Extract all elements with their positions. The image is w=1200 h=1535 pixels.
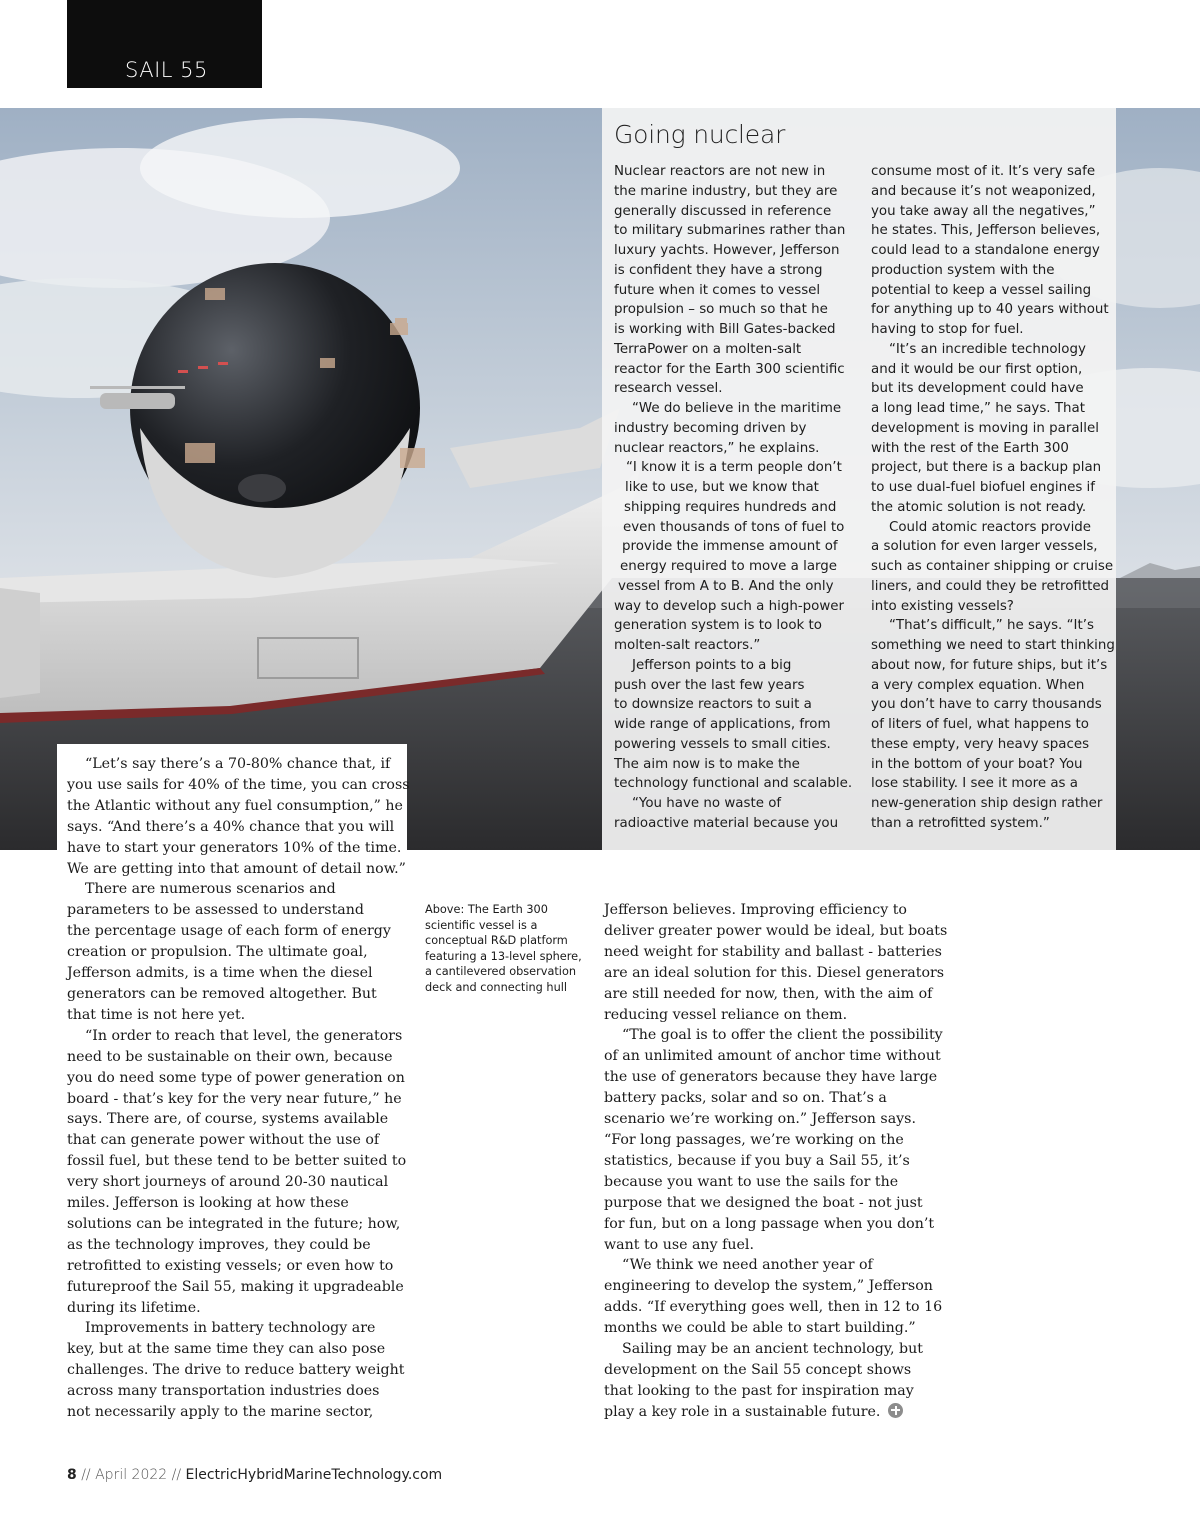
sidebar-column-1 [614,162,854,834]
text-line: a solution for even larger vessels, [871,539,1098,555]
text-line: consume most of it. It’s very safe [871,164,1096,179]
text-line: key, but at the same time they can also pose [67,1341,386,1358]
text-line: reducing vessel reliance on them. [604,1006,848,1023]
text-line: you take away all the negatives,” [871,203,1096,219]
text-line: to military submarines rather than [614,223,846,239]
caption-line: Above: The Earth 300 [425,903,548,916]
sidebar-column-2 [871,162,1115,834]
text-line: development on the Sail 55 concept shows [604,1361,912,1378]
text-line: statistics, because if you buy a Sail 55, it’s [604,1152,910,1169]
text-line: “The goal is to offer the client the possibility [622,1027,943,1044]
caption-line: featuring a 13-level sphere, [425,949,582,963]
text-line: powering vessels to small cities. [614,736,831,752]
text-line: solutions can be integrated in the future; how, [67,1215,401,1232]
text-line: a long lead time,” he says. That [871,401,1085,416]
caption-line: deck and connecting hull [425,980,567,994]
text-line: purpose that we designed the boat - not just [604,1194,923,1211]
text-line: molten-salt reactors.” [614,638,761,653]
text-line: not necessarily apply to the marine sector, [67,1404,374,1421]
sidebar-title: Going nuclear [614,120,786,149]
text-line: technology functional and scalable. [614,776,853,792]
text-line: liners, and could they be retrofitted [871,578,1110,594]
text-line: scenario we’re working on.” Jefferson says. [604,1111,916,1128]
text-line: propulsion – so much so that he [614,302,828,318]
text-line: TerraPower on a molten-salt [614,341,802,357]
text-line: could lead to a standalone energy [871,243,1100,258]
text-line: during its lifetime. [67,1299,201,1316]
text-line: Sailing may be an ancient technology, but [622,1341,923,1358]
text-line: The aim now is to make the [614,756,800,772]
page-number: 8 [67,1467,77,1483]
text-line: “Let’s say there’s a 70-80% chance that, if [85,756,391,772]
text-line: but its development could have [871,381,1084,397]
text-line: radioactive material because you [614,815,839,831]
text-line: the Atlantic without any fuel consumption,” he [67,797,403,814]
text-line: Jefferson believes. Improving efficiency to [604,902,907,918]
text-line: something we need to start thinking [871,638,1115,653]
text-line: research vessel. [614,381,723,397]
text-line: futureproof the Sail 55, making it upgradeable [67,1278,404,1295]
text-line: of liters of fuel, what happens to [871,717,1089,732]
text-line: adds. “If everything goes well, then in 12 to 16 [604,1299,943,1316]
text-line: future when it comes to vessel [614,282,821,298]
text-line: Improvements in battery technology are [85,1320,376,1337]
text-line: that can generate power without the use of [67,1132,380,1149]
text-line: play a key role in a sustainable future. [604,1403,881,1420]
text-line: the atomic solution is not ready. [871,499,1087,515]
text-line: “We think we need another year of [622,1257,873,1274]
text-line: miles. Jefferson is looking at how these [67,1195,349,1212]
text-line: generators can be removed altogether. But [67,985,377,1002]
text-line: are an ideal solution for this. Diesel generators [604,964,945,981]
text-line: fossil fuel, but these tend to be better suited to [67,1153,407,1170]
text-line: have to start your generators 10% of the time. [67,839,402,856]
text-line: he states. This, Jefferson believes, [871,223,1101,239]
text-line: like to use, but we know that [625,480,819,495]
text-line: development is moving in parallel [871,420,1099,436]
text-line-last [604,1402,944,1423]
section-label: SAIL 55 [125,58,208,82]
text-line: challenges. The drive to reduce battery weight [67,1362,405,1379]
text-line: into existing vessels? [871,598,1014,614]
text-line: a very complex equation. When [871,677,1085,693]
text-line: parameters to be assessed to understand [67,902,364,919]
text-line: retrofitted to existing vessels; or even how to [67,1257,394,1274]
page-footer [67,1467,442,1483]
caption-line: conceptual R&D platform [425,934,568,948]
body-column-left [67,754,410,1423]
text-line: the marine industry, but they are [614,183,838,199]
site-name: ElectricHybridMarineTechnology.com [185,1467,443,1483]
text-line: you do need some type of power generation on [67,1069,405,1086]
text-line: about now, for future ships, but it’s [871,657,1108,673]
section-tab [67,0,262,88]
issue-date: April 2022 [95,1467,168,1483]
text-line: luxury yachts. However, Jefferson [614,243,840,258]
text-line: wide range of applications, from [614,717,831,732]
text-line: “I know it is a term people don’t [626,460,842,476]
text-line: in the bottom of your boat? You [871,756,1083,772]
text-line: project, but there is a backup plan [871,460,1102,476]
text-line: Jefferson admits, is a time when the diesel [67,965,373,982]
end-of-article-icon [888,1403,903,1418]
text-line: is confident they have a strong [614,262,823,278]
text-line: having to stop for fuel. [871,322,1024,337]
text-line: vessel from A to B. And the only [618,578,834,594]
text-line: nuclear reactors,” he explains. [614,440,820,456]
text-line: want to use any fuel. [604,1236,754,1253]
text-line: and because it’s not weaponized, [871,183,1096,199]
text-line: to downsize reactors to suit a [614,697,812,713]
text-line: “We do believe in the maritime [632,401,842,416]
text-line: potential to keep a vessel sailing [871,282,1092,298]
text-line: energy required to move a large [620,559,838,574]
text-line: the percentage usage of each form of energy [67,923,391,940]
text-line: way to develop such a high-power [614,598,845,614]
text-line: “In order to reach that level, the generators [85,1027,403,1044]
text-line: with the rest of the Earth 300 [871,440,1069,456]
text-line: board - that’s key for the very near future,” he [67,1090,402,1107]
text-line: very short journeys of around 20-30 nautical [67,1174,389,1191]
text-line: and it would be our first option, [871,361,1083,377]
text-line: says. “And there’s a 40% chance that you will [67,818,395,835]
text-line: for fun, but on a long passage when you don’t [604,1215,935,1232]
body-column-right [604,900,948,1423]
text-line: the use of generators because they have large [604,1069,938,1086]
text-line: for anything up to 40 years without [871,302,1109,318]
text-line: that looking to the past for inspiration may [604,1382,914,1399]
text-line: need weight for stability and ballast - batteries [604,943,942,960]
text-line: months we could be able to start building.” [604,1320,916,1337]
text-line: There are numerous scenarios and [85,881,336,898]
text-line: new-generation ship design rather [871,796,1103,811]
text-line: shipping requires hundreds and [624,499,837,515]
text-line: battery packs, solar and so on. That’s a [604,1090,887,1107]
text-line: is working with Bill Gates-backed [614,322,836,337]
text-line: even thousands of tons of fuel to [623,519,845,535]
text-line: push over the last few years [614,677,805,693]
text-line: need to be sustainable on their own, because [67,1048,393,1065]
text-line: across many transportation industries does [67,1383,380,1400]
text-line: as the technology improves, they could be [67,1236,371,1253]
image-caption [425,902,585,996]
caption-line: scientific vessel is a [425,918,538,932]
text-line: lose stability. I see it more as a [871,776,1078,792]
text-line: Nuclear reactors are not new in [614,164,826,179]
text-line: “It’s an incredible technology [889,341,1086,357]
text-line: you don’t have to carry thousands [871,697,1102,713]
footer-separator: // [171,1467,182,1483]
text-line: Could atomic reactors provide [889,519,1092,535]
text-line: such as container shipping or cruise [871,559,1114,574]
text-line: that time is not here yet. [67,1006,246,1023]
text-line: provide the immense amount of [622,539,838,555]
caption-line: a cantilevered observation [425,965,577,979]
text-line: of an unlimited amount of anchor time without [604,1048,941,1065]
text-line: you use sails for 40% of the time, you can cross [67,776,410,793]
text-line: We are getting into that amount of detail now.” [67,860,406,877]
text-line: “You have no waste of [632,796,782,811]
text-line: reactor for the Earth 300 scientific [614,361,845,377]
text-line: “For long passages, we’re working on the [604,1131,904,1148]
text-line: because you want to use the sails for the [604,1173,899,1190]
text-line: says. There are, of course, systems available [67,1111,389,1128]
text-line: these empty, very heavy spaces [871,736,1090,752]
text-line: than a retrofitted system.” [871,815,1050,831]
text-line: engineering to develop the system,” Jefferson [604,1278,933,1295]
text-line: creation or propulsion. The ultimate goal, [67,944,368,961]
text-line: industry becoming driven by [614,420,807,436]
text-line: generally discussed in reference [614,203,832,219]
footer-separator: // [81,1467,91,1483]
text-line: production system with the [871,262,1055,278]
text-line: to use dual-fuel biofuel engines if [871,480,1095,495]
text-line: “That’s difficult,” he says. “It’s [889,618,1094,634]
text-line: deliver greater power would be ideal, but boats [604,922,948,939]
text-line: Jefferson points to a big [632,657,792,673]
text-line: are still needed for now, then, with the aim of [604,985,933,1002]
text-line: generation system is to look to [614,618,822,634]
